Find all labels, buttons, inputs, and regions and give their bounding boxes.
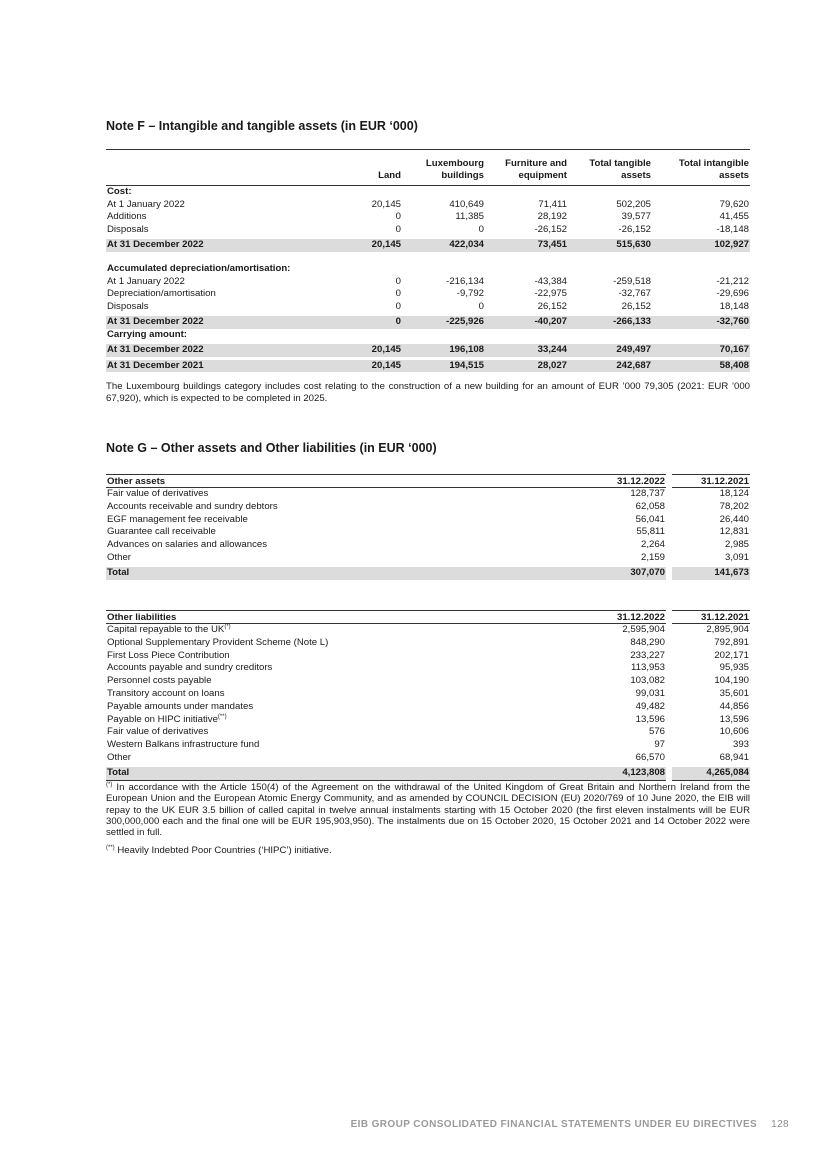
cell-value: 249,497 bbox=[568, 343, 652, 359]
row-label: Total bbox=[106, 766, 580, 780]
other-assets-table bbox=[106, 474, 750, 580]
cell-text: Accounts payable and sundry creditors bbox=[107, 662, 273, 674]
table-row bbox=[106, 662, 750, 675]
cell-value bbox=[669, 662, 750, 675]
cell-value bbox=[580, 624, 669, 637]
cell-value bbox=[652, 252, 750, 276]
cell-text: 49,482 bbox=[635, 700, 665, 712]
row-label bbox=[106, 650, 580, 663]
cell-value: 196,108 bbox=[402, 343, 485, 359]
note-f-title: Note F – Intangible and tangible assets (in EUR ‘000) bbox=[106, 119, 418, 133]
table-row bbox=[106, 624, 750, 637]
cell-value bbox=[669, 714, 750, 727]
cell-text: 2,985 bbox=[724, 539, 749, 551]
cell-value bbox=[580, 488, 669, 501]
cell-value bbox=[669, 637, 750, 650]
cell-text: Accounts receivable and sundry debtors bbox=[107, 500, 278, 512]
cell-value bbox=[580, 501, 669, 514]
cell-value: -216,134 bbox=[446, 275, 484, 287]
cell-value: 422,034 bbox=[402, 238, 485, 252]
cell-value: 4,123,808 bbox=[580, 766, 669, 780]
cell-value bbox=[580, 701, 669, 714]
total-row bbox=[106, 766, 750, 780]
row-label bbox=[106, 552, 580, 566]
cell-text: 26,440 bbox=[719, 513, 749, 525]
row-label bbox=[106, 501, 580, 514]
table-row bbox=[106, 288, 750, 301]
cell-value bbox=[669, 739, 750, 752]
cell-value bbox=[580, 752, 669, 766]
cell-text: 103,082 bbox=[630, 675, 665, 687]
cell-text: 44,856 bbox=[719, 700, 749, 712]
table-row bbox=[106, 224, 750, 238]
cell-value bbox=[669, 552, 750, 566]
cell-text: 576 bbox=[648, 726, 665, 738]
table-row bbox=[106, 752, 750, 766]
cell-value bbox=[402, 329, 485, 343]
cell-text: 68,941 bbox=[719, 751, 749, 763]
cell-text: Payable on HIPC initiative bbox=[107, 713, 218, 725]
table-row bbox=[106, 714, 750, 727]
cell-text: 78,202 bbox=[719, 500, 749, 512]
cell-value: 79,620 bbox=[719, 198, 749, 210]
cell-value bbox=[669, 539, 750, 552]
cell-value: -225,926 bbox=[402, 315, 485, 329]
column-header: 31.12.2021 bbox=[669, 611, 750, 624]
cell-value bbox=[652, 186, 750, 199]
cell-value bbox=[485, 252, 568, 276]
section-row bbox=[106, 252, 750, 276]
cell-text: First Loss Piece Contribution bbox=[107, 649, 230, 661]
page-number: 128 bbox=[771, 1119, 789, 1130]
cell-text: Western Balkans infrastructure fund bbox=[107, 739, 260, 751]
cell-value: 71,411 bbox=[538, 198, 567, 210]
cell-text: 104,190 bbox=[714, 675, 749, 687]
row-label: Additions bbox=[107, 211, 147, 222]
cell-value: -18,148 bbox=[716, 223, 749, 235]
cell-value: 0 bbox=[395, 288, 401, 299]
footnote-text: In accordance with the Article 150(4) of the Agreement on the withdrawal of the United Kingdom of Great Britain and Northern Ireland from the European Union and the European Atomic Energy Community, and as amended by COUNCIL DECISION (EU) 2020/769 of 10 June 2020, the EIB will repay to the UK EUR 3.5 billion of called capital in twelve annual instalments starting with 15 October 2020 (the first eleven instalments will be EUR 300,000,000 each and the final one will be EUR 195,903,950). The instalments due on 15 October 2020, 15 October 2021 and 14 October 2022 were settled in full. bbox=[106, 782, 750, 839]
cell-value: 307,070 bbox=[580, 566, 669, 580]
row-label: Total bbox=[106, 566, 580, 580]
cell-text: 35,601 bbox=[719, 687, 749, 699]
cell-value bbox=[580, 662, 669, 675]
cell-text: 18,124 bbox=[719, 488, 749, 499]
column-header: 31.12.2022 bbox=[580, 475, 669, 488]
cell-value bbox=[652, 329, 750, 343]
table-row bbox=[106, 199, 750, 212]
cell-value: 20,145 bbox=[324, 238, 402, 252]
table-row bbox=[106, 276, 750, 289]
row-label: Cost: bbox=[107, 186, 132, 197]
cell-value bbox=[580, 726, 669, 739]
cell-value: -259,518 bbox=[613, 275, 651, 287]
cell-text: 202,171 bbox=[714, 649, 749, 661]
row-label: At 1 January 2022 bbox=[107, 198, 185, 210]
table-row bbox=[106, 701, 750, 714]
row-label: At 31 December 2022 bbox=[106, 315, 324, 329]
cell-value: 28,027 bbox=[485, 358, 568, 372]
table-row bbox=[106, 739, 750, 752]
cell-text: Other bbox=[107, 751, 131, 763]
row-label: Disposals bbox=[107, 300, 149, 312]
cell-value bbox=[580, 637, 669, 650]
table-title: Other assets bbox=[106, 475, 580, 488]
cell-text: 95,935 bbox=[719, 662, 749, 674]
cell-value: -43,384 bbox=[534, 275, 567, 287]
cell-value bbox=[580, 514, 669, 527]
cell-text: 12,831 bbox=[719, 526, 749, 538]
cell-value bbox=[669, 514, 750, 527]
cell-text: Guarantee call receivable bbox=[107, 526, 216, 538]
table-row bbox=[106, 526, 750, 539]
cell-value bbox=[580, 539, 669, 552]
cell-value: -40,207 bbox=[485, 315, 568, 329]
cell-value: 39,577 bbox=[621, 211, 651, 222]
row-label bbox=[106, 514, 580, 527]
total-row bbox=[106, 566, 750, 580]
cell-value: 20,145 bbox=[371, 198, 401, 210]
other-liabilities-table bbox=[106, 610, 750, 781]
row-label: At 31 December 2022 bbox=[106, 343, 324, 359]
row-label bbox=[106, 714, 580, 727]
cell-text: 13,596 bbox=[719, 713, 749, 725]
cell-value: 11,385 bbox=[455, 211, 484, 222]
cell-value: -21,212 bbox=[716, 275, 749, 287]
cell-text: 13,596 bbox=[635, 713, 665, 725]
cell-value: -32,767 bbox=[618, 288, 651, 299]
cell-text: EGF management fee receivable bbox=[107, 513, 248, 525]
row-label: Depreciation/amortisation bbox=[107, 288, 216, 299]
cell-text: Fair value of derivatives bbox=[107, 726, 209, 738]
cell-text: 2,895,904 bbox=[706, 624, 749, 635]
row-label bbox=[106, 526, 580, 539]
cell-value bbox=[580, 675, 669, 688]
cell-value: 194,515 bbox=[402, 358, 485, 372]
cell-value bbox=[580, 526, 669, 539]
row-label bbox=[106, 701, 580, 714]
table-row bbox=[106, 301, 750, 315]
cell-value bbox=[669, 624, 750, 637]
cell-value: 73,451 bbox=[485, 238, 568, 252]
footnote-mark: (**) bbox=[106, 845, 115, 851]
row-label bbox=[106, 662, 580, 675]
cell-text: 10,606 bbox=[719, 726, 749, 738]
row-label bbox=[106, 637, 580, 650]
cell-value bbox=[580, 739, 669, 752]
cell-text: Payable amounts under mandates bbox=[107, 700, 254, 712]
row-label: Carrying amount: bbox=[107, 328, 187, 340]
cell-value: 58,408 bbox=[652, 358, 750, 372]
cell-value: 102,927 bbox=[652, 238, 750, 252]
cell-value: -266,133 bbox=[568, 315, 652, 329]
cell-text: 2,159 bbox=[640, 551, 665, 563]
column-header: Luxembourg buildings bbox=[402, 150, 485, 186]
cell-value: -26,152 bbox=[618, 223, 651, 235]
table-row bbox=[106, 211, 750, 224]
column-header: 31.12.2022 bbox=[580, 611, 669, 624]
page-footer bbox=[351, 1119, 789, 1130]
cell-text: 99,031 bbox=[635, 687, 665, 699]
cell-value: 4,265,084 bbox=[669, 766, 750, 780]
row-label bbox=[106, 539, 580, 552]
cell-value: 20,145 bbox=[324, 358, 402, 372]
cell-value bbox=[669, 688, 750, 701]
cell-value: 0 bbox=[478, 223, 484, 235]
section-row bbox=[106, 329, 750, 343]
footnote-mark: (*) bbox=[224, 624, 231, 630]
cell-text: 393 bbox=[732, 739, 749, 751]
footnote-mark: (*) bbox=[106, 782, 113, 788]
table-row bbox=[106, 688, 750, 701]
cell-text: Advances on salaries and allowances bbox=[107, 539, 267, 551]
cell-text: Capital repayable to the UK bbox=[107, 624, 225, 635]
cell-value: 70,167 bbox=[652, 343, 750, 359]
cell-value bbox=[580, 552, 669, 566]
cell-value bbox=[669, 650, 750, 663]
cell-value: 18,148 bbox=[719, 300, 749, 312]
table-row bbox=[106, 552, 750, 566]
cell-text: Optional Supplementary Provident Scheme (Note L) bbox=[107, 636, 329, 648]
table-row bbox=[106, 501, 750, 514]
header-blank bbox=[106, 150, 324, 186]
cell-value: 242,687 bbox=[568, 358, 652, 372]
cell-value: 0 bbox=[478, 300, 484, 312]
table-row bbox=[106, 637, 750, 650]
column-header: Land bbox=[324, 150, 402, 186]
footnote-uk-capital bbox=[106, 782, 750, 838]
cell-value: -9,792 bbox=[456, 288, 484, 299]
cell-value: 41,455 bbox=[719, 211, 749, 222]
column-header: Furniture and equipment bbox=[485, 150, 568, 186]
row-label: Disposals bbox=[107, 223, 149, 235]
cell-text: 848,290 bbox=[630, 636, 665, 648]
cell-value: -29,696 bbox=[716, 288, 749, 299]
cell-text: 56,041 bbox=[635, 513, 665, 525]
cell-value: -22,975 bbox=[534, 288, 567, 299]
cell-text: 128,737 bbox=[630, 488, 665, 499]
cell-text: 3,091 bbox=[724, 551, 749, 563]
cell-text: 2,264 bbox=[640, 539, 665, 551]
table-row bbox=[106, 675, 750, 688]
cell-text: Transitory account on loans bbox=[107, 687, 225, 699]
total-row bbox=[106, 238, 750, 252]
cell-value bbox=[580, 688, 669, 701]
cell-value: 20,145 bbox=[324, 343, 402, 359]
cell-value: 515,630 bbox=[568, 238, 652, 252]
cell-value bbox=[568, 252, 652, 276]
cell-text: Fair value of derivatives bbox=[107, 488, 209, 499]
note-f-footnote: The Luxembourg buildings category includes cost relating to the construction of a new building for an amount of EUR ’000 79,305 (2021: EUR ’000 67,920), which is expected to be completed in 2025. bbox=[106, 381, 750, 404]
cell-text: 2,595,904 bbox=[622, 624, 665, 635]
cell-value bbox=[669, 726, 750, 739]
cell-value bbox=[669, 701, 750, 714]
cell-value bbox=[669, 526, 750, 539]
cell-text: 62,058 bbox=[635, 500, 665, 512]
cell-value bbox=[402, 252, 485, 276]
total-row bbox=[106, 358, 750, 372]
cell-value bbox=[568, 329, 652, 343]
table-row bbox=[106, 726, 750, 739]
cell-value: -32,760 bbox=[652, 315, 750, 329]
footer-title: EIB GROUP CONSOLIDATED FINANCIAL STATEMENTS UNDER EU DIRECTIVES bbox=[350, 1119, 758, 1130]
cell-text: 233,227 bbox=[630, 649, 665, 661]
cell-value: 0 bbox=[395, 275, 401, 287]
cell-value bbox=[669, 675, 750, 688]
column-header: 31.12.2021 bbox=[669, 475, 750, 488]
column-header: Total intangible assets bbox=[652, 150, 750, 186]
cell-value bbox=[485, 329, 568, 343]
row-label: Accumulated depreciation/amortisation: bbox=[107, 263, 291, 274]
row-label: At 31 December 2021 bbox=[106, 358, 324, 372]
column-header: Total tangible assets bbox=[568, 150, 652, 186]
row-label bbox=[106, 752, 580, 766]
cell-value bbox=[568, 186, 652, 199]
row-label bbox=[106, 688, 580, 701]
table-title: Other liabilities bbox=[106, 611, 580, 624]
row-label bbox=[106, 488, 580, 501]
table-row bbox=[106, 650, 750, 663]
cell-value bbox=[669, 488, 750, 501]
cell-text: 66,570 bbox=[635, 751, 665, 763]
cell-value bbox=[324, 329, 402, 343]
row-label: At 1 January 2022 bbox=[107, 275, 185, 287]
cell-value bbox=[324, 252, 402, 276]
cell-value: 502,205 bbox=[616, 198, 651, 210]
note-f-table bbox=[106, 149, 750, 372]
cell-value: 0 bbox=[395, 300, 401, 312]
cell-value: 26,152 bbox=[621, 300, 651, 312]
cell-value bbox=[402, 186, 485, 199]
cell-value: 0 bbox=[395, 211, 401, 222]
cell-value bbox=[485, 186, 568, 199]
cell-text: 55,811 bbox=[636, 526, 665, 538]
footnote-mark: (**) bbox=[217, 713, 227, 720]
note-g-title: Note G – Other assets and Other liabilities (in EUR ‘000) bbox=[106, 441, 437, 455]
cell-value bbox=[669, 752, 750, 766]
footnote-text: Heavily Indebted Poor Countries (‘HIPC’) initiative. bbox=[114, 845, 332, 856]
cell-value: -26,152 bbox=[534, 223, 567, 235]
footnote-hipc bbox=[106, 845, 750, 856]
cell-value: 141,673 bbox=[669, 566, 750, 580]
total-row bbox=[106, 315, 750, 329]
table-row bbox=[106, 539, 750, 552]
cell-value: 26,152 bbox=[537, 300, 567, 312]
table-row bbox=[106, 488, 750, 501]
cell-value: 410,649 bbox=[449, 198, 484, 210]
cell-value bbox=[324, 186, 402, 199]
cell-value: 28,192 bbox=[537, 211, 567, 222]
total-row bbox=[106, 343, 750, 359]
table-row bbox=[106, 514, 750, 527]
cell-text: 792,891 bbox=[714, 636, 749, 648]
cell-value: 33,244 bbox=[485, 343, 568, 359]
row-label bbox=[106, 624, 580, 637]
cell-value: 0 bbox=[395, 223, 401, 235]
cell-value bbox=[580, 714, 669, 727]
row-label bbox=[106, 739, 580, 752]
cell-value: 0 bbox=[324, 315, 402, 329]
cell-value bbox=[580, 650, 669, 663]
section-row bbox=[106, 186, 750, 199]
row-label bbox=[106, 675, 580, 688]
cell-text: 97 bbox=[654, 739, 665, 751]
cell-value bbox=[669, 501, 750, 514]
cell-text: 113,953 bbox=[631, 662, 665, 674]
row-label: At 31 December 2022 bbox=[106, 238, 324, 252]
row-label bbox=[106, 726, 580, 739]
cell-text: Other bbox=[107, 551, 131, 563]
cell-text: Personnel costs payable bbox=[107, 675, 212, 687]
